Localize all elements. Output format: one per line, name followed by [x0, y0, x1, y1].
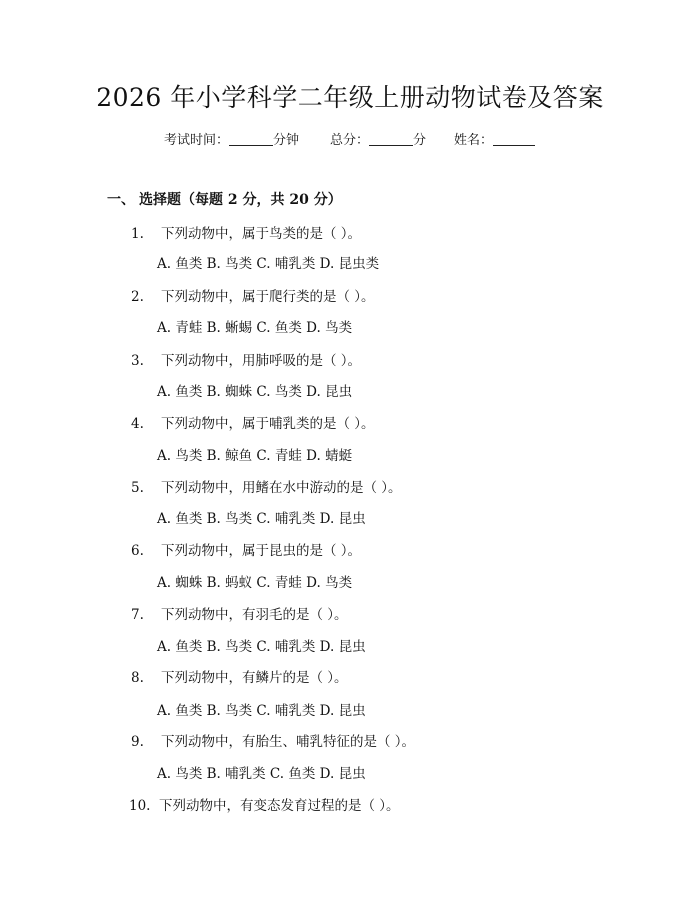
question-text: 下列动物中，属于昆虫的是（ ）。: [161, 543, 362, 559]
question-number: 10.: [129, 798, 151, 814]
question-text: 下列动物中，用鳍在水中游动的是（ ）。: [161, 480, 402, 496]
question-8-options: A. 鱼类 B. 鸟类 C. 哺乳类 D. 昆虫: [157, 703, 366, 719]
question-text: 下列动物中，有变态发育过程的是（ ）。: [159, 798, 400, 814]
exam-title: 2026 年小学科学二年级上册动物试卷及答案: [96, 83, 604, 112]
question-5: [131, 476, 402, 500]
question-number: 3.: [131, 353, 144, 369]
question-9-options: A. 鸟类 B. 哺乳类 C. 鱼类 D. 昆虫: [157, 766, 366, 782]
total-score-label: 总分：: [330, 133, 370, 148]
question-number: 9.: [131, 734, 144, 750]
question-5-options: A. 鱼类 B. 鸟类 C. 哺乳类 D. 昆虫: [157, 511, 366, 527]
question-8: [131, 666, 348, 690]
exam-time-field: [164, 128, 299, 154]
question-text: 下列动物中，用肺呼吸的是（ ）。: [161, 353, 362, 369]
exam-time-unit: 分钟: [273, 133, 300, 148]
question-7: [131, 603, 348, 627]
question-3: [131, 349, 361, 373]
question-4-options: A. 鸟类 B. 鲸鱼 C. 青蛙 D. 蜻蜓: [157, 448, 353, 464]
exam-time-label: 考试时间：: [164, 133, 230, 148]
student-name-label: 姓名：: [454, 133, 494, 148]
question-7-options: A. 鱼类 B. 鸟类 C. 哺乳类 D. 昆虫: [157, 639, 366, 655]
question-number: 5.: [131, 480, 144, 496]
total-score-unit: 分: [413, 133, 427, 148]
question-number: 6.: [131, 543, 144, 559]
question-6: [131, 539, 361, 563]
section-heading-choice: [107, 187, 342, 213]
question-2: [131, 285, 375, 309]
question-3-options: A. 鱼类 B. 蜘蛛 C. 鸟类 D. 昆虫: [157, 384, 353, 400]
question-number: 2.: [131, 289, 144, 305]
question-4: [131, 412, 375, 436]
question-1-options: A. 鱼类 B. 鸟类 C. 哺乳类 D. 昆虫类: [157, 256, 380, 272]
question-1: [131, 222, 361, 246]
exam-meta-row: [0, 128, 700, 154]
section-number: 一、: [107, 192, 135, 208]
question-6-options: A. 蜘蛛 B. 蚂蚁 C. 青蛙 D. 鸟类: [157, 575, 353, 591]
student-name-blank: [493, 129, 535, 146]
question-text: 下列动物中，属于爬行类的是（ ）。: [161, 289, 375, 305]
total-score-field: [330, 128, 426, 154]
question-text: 下列动物中，属于哺乳类的是（ ）。: [161, 416, 375, 432]
question-10: [129, 794, 400, 818]
question-text: 下列动物中，有胎生、哺乳特征的是（ ）。: [161, 734, 416, 750]
section-title: 选择题（每题 2 分，共 20 分）: [139, 192, 342, 208]
student-name-field: [454, 128, 535, 154]
exam-time-blank: [229, 129, 273, 146]
question-number: 7.: [131, 607, 144, 623]
question-number: 1.: [131, 226, 144, 242]
question-number: 8.: [131, 670, 144, 686]
question-text: 下列动物中，有羽毛的是（ ）。: [161, 607, 348, 623]
question-9: [131, 730, 415, 754]
question-2-options: A. 青蛙 B. 蜥蜴 C. 鱼类 D. 鸟类: [157, 320, 353, 336]
question-text: 下列动物中，有鳞片的是（ ）。: [161, 670, 348, 686]
question-number: 4.: [131, 416, 144, 432]
total-score-blank: [369, 129, 413, 146]
question-text: 下列动物中，属于鸟类的是（ ）。: [161, 226, 362, 242]
